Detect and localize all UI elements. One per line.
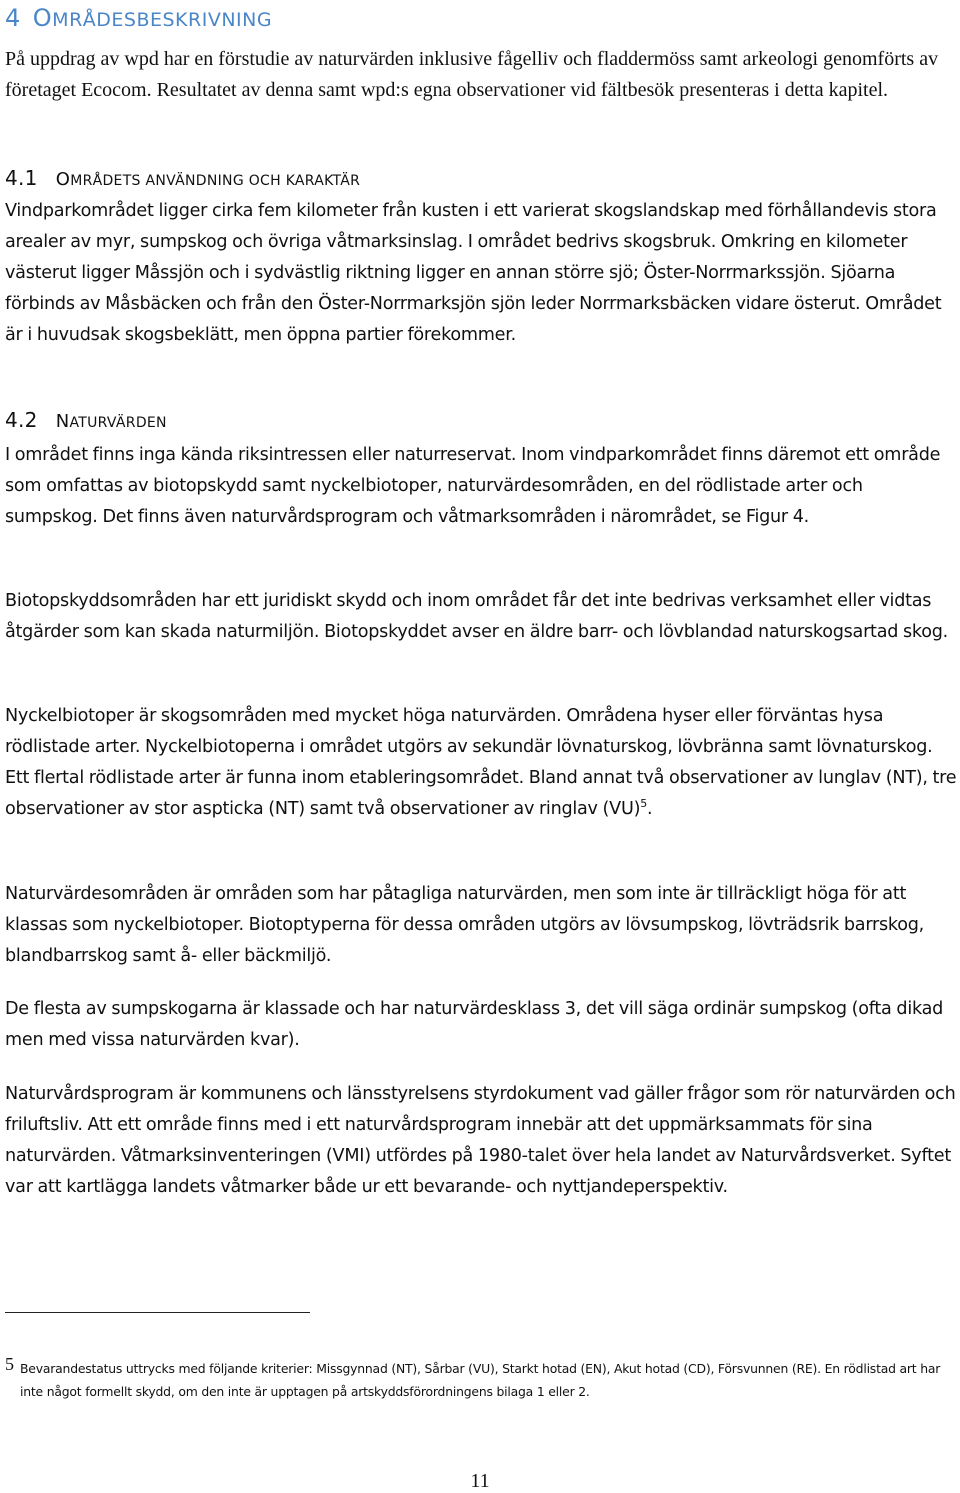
section-4-2-paragraph-1: I området finns inga kända riksintressen eller naturreservat. Inom vindparkområdet finns däremot ett område som omfattas av biotopskydd samt nyckelbiotoper, naturvärdesområden, en del rödlistade arter och sumpskog. Det finns även naturvårdsprogram och våtmarksområden i närområdet, se Figur 4. xyxy=(5,445,941,527)
section-number: 4.2 xyxy=(5,408,38,432)
footnote-mark: 5 xyxy=(5,1354,14,1374)
section-heading-4 xyxy=(5,4,272,32)
section-4-1-paragraph: Vindparkområdet ligger cirka fem kilometer från kusten i ett varierat skogslandskap med förhållandevis stora arealer av myr, sumpskog och övriga våtmarksinslag. I området bedrivs skogsbruk. Omkring en kilometer västerut ligger Måssjön och i sydvästlig riktning ligger en annan större sjö; Öster-Norrmarkssjön. Sjöarna förbinds av Måsbäcken och från den Öster-Norrmarksjön sjön leder Norrmarksbäcken vidare österut. Området är i huvudsak skogsbeklätt, men öppna partier förekommer. xyxy=(5,201,942,345)
section-title-initial: O xyxy=(55,169,71,190)
section-title-rest: MRÅDESBESKRIVNING xyxy=(52,9,273,31)
section-4-2-paragraph-4: Naturvärdesområden är områden som har påtagliga naturvärden, men som inte är tillräckligt höga för att klassas som nyckelbiotoper. Biotoptyperna för dessa områden utgörs av lövsumpskog, lövträdsrik barrskog, blandbarrskog samt å- eller bäckmiljö. xyxy=(5,884,924,966)
intro-paragraph: På uppdrag av wpd har en förstudie av naturvärden inklusive fågelliv och fladdermöss samt arkeologi genomförts av företaget Ecocom. Resultatet av denna samt wpd:s egna observationer vid fältbesök presenteras i detta kapitel. xyxy=(5,48,939,101)
paragraph-end: . xyxy=(646,799,653,819)
section-4-2-paragraph-3 xyxy=(5,701,957,825)
section-4-2-paragraph-2: Biotopskyddsområden har ett juridiskt skydd och inom området får det inte bedrivas verksamhet eller vidtas åtgärder som kan skada naturmiljön. Biotopskyddet avser en äldre barr- och lövblandad naturskogsartad skog. xyxy=(5,591,948,642)
section-title-initial: N xyxy=(55,411,70,432)
section-heading-4-2 xyxy=(5,408,167,432)
section-heading-4-1 xyxy=(5,166,360,190)
section-number: 4.1 xyxy=(5,166,38,190)
footnote-reference[interactable]: 5 xyxy=(640,797,647,810)
section-title-rest: MRÅDETS ANVÄNDNING OCH KARAKTÄR xyxy=(70,173,361,189)
page-number: 11 xyxy=(470,1470,490,1492)
section-title-rest: ATURVÄRDEN xyxy=(69,415,167,431)
section-number: 4 xyxy=(5,4,21,32)
footnote-separator xyxy=(5,1312,310,1313)
footnote-text: Bevarandestatus uttrycks med följande kriterier: Missgynnad (NT), Sårbar (VU), Starkt hotad (EN), Akut hotad (CD), Försvunnen (RE). En rödlistad art har inte något formellt skydd, om den inte är upptagen på artskyddsförordningens bilaga 1 eller 2. xyxy=(20,1361,941,1399)
section-4-2-paragraph-6: Naturvårdsprogram är kommunens och länsstyrelsens styrdokument vad gäller frågor som rör naturvärden och friluftsliv. Att ett område finns med i ett naturvårdsprogram innebär att det uppmärksammats för sina naturvärden. Våtmarksinventeringen (VMI) utfördes på 1980-talet över hela landet av Naturvårdsverket. Syftet var att kartlägga landets våtmarker både ur ett bevarande- och nyttjandeperspektiv. xyxy=(5,1084,956,1197)
paragraph-text: Nyckelbiotoper är skogsområden med mycket höga naturvärden. Områdena hyser eller förväntas hysa rödlistade arter. Nyckelbiotoperna i området utgörs av sekundär lövnaturskog, lövbränna samt lövnaturskog. Ett flertal rödlistade arter är funna inom etableringsområdet. Bland annat två observationer av lunglav (NT), tre observationer av stor aspticka (NT) samt två observationer av ringlav (VU) xyxy=(5,706,957,819)
section-4-2-paragraph-5: De flesta av sumpskogarna är klassade och har naturvärdesklass 3, det vill säga ordinär sumpskog (ofta dikad men med vissa naturvärden kvar). xyxy=(5,999,944,1050)
section-title-initial: O xyxy=(32,4,53,32)
